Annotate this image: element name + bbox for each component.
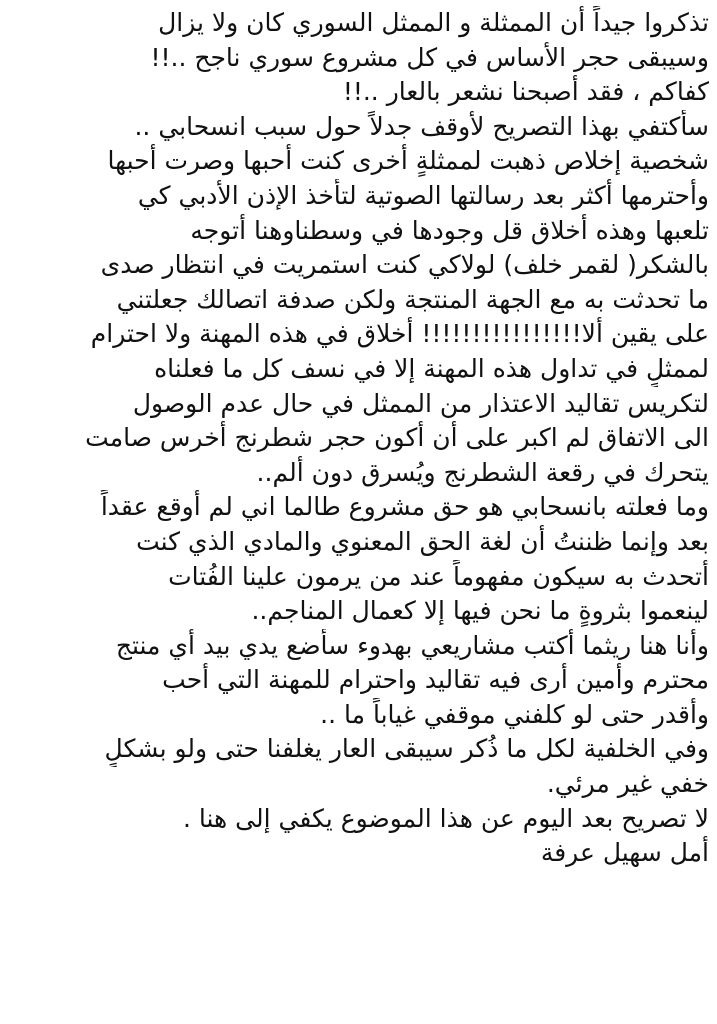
post-line: سأكتفي بهذا التصريح لأوقف جدلاً حول سبب انسحابي .. [134, 111, 709, 141]
post-line: بعد وإنما ظننتُ أن لغة الحق المعنوي والمادي الذي كنت [136, 526, 709, 556]
post-signature: أمل سهيل عرفة [540, 838, 709, 868]
post-line: وأنا هنا ريثما أكتب مشاريعي بهدوء سأضع يدي بيد أي منتج [115, 630, 709, 660]
post-line: على يقين ألا!!!!!!!!!!!!!!!! أخلاق في هذه المهنة ولا احترام [90, 319, 709, 349]
post-line: أتحدث به سيكون مفهوماً عند من يرمون علينا الفُتات [168, 561, 709, 591]
post-line: لتكريس تقاليد الاعتذار من الممثل في حال عدم الوصول [132, 388, 709, 418]
post-line: كفاكم ، فقد أصبحنا نشعر بالعار ..!! [342, 77, 709, 107]
post-line: تذكروا جيداً أن الممثلة و الممثل السوري كان ولا يزال [158, 8, 709, 37]
post-line: وأحترمها أكثر بعد رسالتها الصوتية لتأخذ الإذن الأدبي كي [137, 180, 709, 210]
post-line: محترم وأمين أرى فيه تقاليد واحترام للمهنة التي أحب [162, 665, 709, 695]
post-line: ما تحدثت به مع الجهة المنتجة ولكن صدفة اتصالك جعلتني [116, 284, 709, 314]
post-line: خفي غير مرئي. [546, 769, 709, 799]
post-line: وأقدر حتى لو كلفني موقفي غياباً ما .. [320, 699, 709, 729]
post-line: تلعبها وهذه أخلاق قل وجودها في وسطناوهنا أتوجه [190, 215, 709, 245]
post-line: لممثلٍ في تداول هذه المهنة إلا في نسف كل ما فعلناه [154, 353, 709, 383]
post-line: وسيبقى حجر الأساس في كل مشروع سوري ناجح ..!! [150, 42, 709, 72]
post-line: شخصية إخلاص ذهبت لممثلةٍ أخرى كنت أحبها وصرت أحبها [107, 146, 709, 176]
post-line: وفي الخلفية لكل ما ذُكر سيبقى العار يغلفنا حتى ولو بشكلٍ [104, 734, 709, 764]
post-line: بالشكر( لقمر خلف) لولاكي كنت استمريت في انتظار صدى [100, 250, 709, 280]
post-line: الى الاتفاق لم اكبر على أن أكون حجر شطرنج أخرس صامت [85, 423, 709, 453]
post-line: لينعموا بثروةٍ ما نحن فيها إلا كعمال المناجم.. [251, 596, 709, 626]
post-line: وما فعلته بانسحابي هو حق مشروع طالما اني لم أوقع عقداً [100, 492, 709, 522]
post-line: لا تصريح بعد اليوم عن هذا الموضوع يكفي إلى هنا . [182, 803, 709, 833]
post-line: يتحرك في رقعة الشطرنج ويُسرق دون ألم.. [256, 457, 709, 487]
